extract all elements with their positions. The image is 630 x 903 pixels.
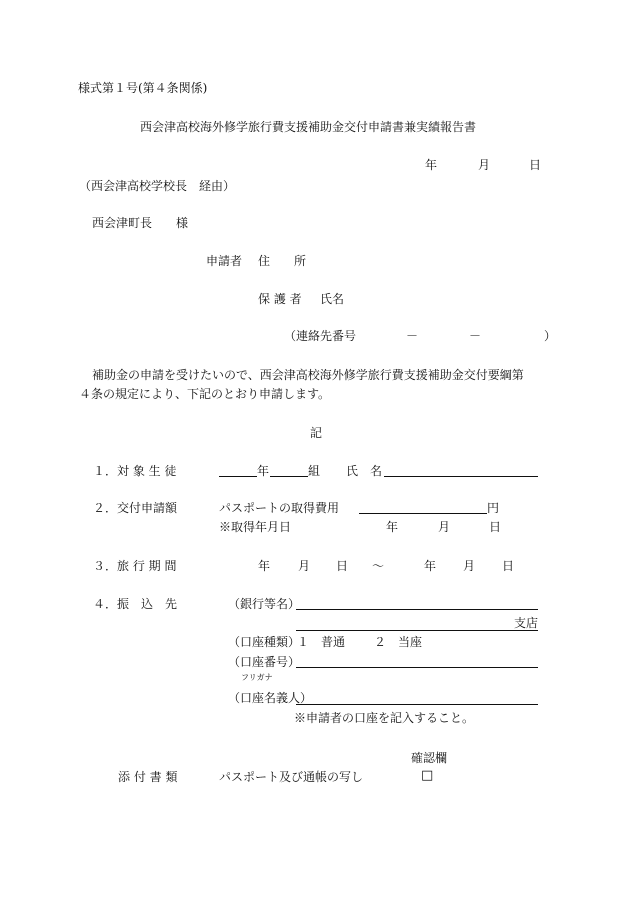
passport-cost-line [359, 513, 487, 514]
account-type-current: ２ 当座 [374, 635, 423, 649]
body-text-line1: 補助金の申請を受けたいので、西会津高校海外修学旅行費支援補助金交付要綱第 [92, 368, 524, 382]
acquired-day: 日 [489, 520, 502, 534]
student-label: １．対 象 生 徒 [93, 464, 177, 478]
addressee: 西会津町長 様 [92, 216, 189, 230]
date-day: 日 [529, 158, 542, 172]
contact-open: （連絡先番号 [284, 329, 357, 343]
period-day-1: 日 [336, 559, 349, 573]
acquired-year: 年 [386, 520, 399, 534]
attachments-label: 添 付 書 類 [118, 770, 178, 784]
account-holder-line [296, 704, 538, 705]
contact-close: ） [544, 329, 557, 343]
guardian-label: 保 護 者 [258, 292, 302, 306]
account-number-line [296, 667, 538, 668]
contact-dash-2: － [469, 329, 482, 343]
date-year: 年 [425, 158, 438, 172]
branch-label: 支店 [514, 616, 539, 630]
student-name-line [384, 476, 538, 477]
account-holder-label: （口座名義人） [228, 691, 313, 705]
attachments-value: パスポート及び通帳の写し [219, 770, 364, 784]
name-label: 氏名 [320, 292, 345, 306]
period-day-2: 日 [502, 559, 515, 573]
passport-cost-label: パスポートの取得費用 [219, 501, 340, 515]
student-class-line [270, 476, 308, 477]
period-label: ３．旅 行 期 間 [93, 559, 177, 573]
account-number-label: （口座番号） [228, 655, 301, 669]
period-month-1: 月 [298, 559, 311, 573]
student-year-label: 年 [257, 464, 270, 478]
yen-label: 円 [487, 501, 500, 515]
bank-name-label: （銀行等名） [228, 597, 301, 611]
ki-heading: 記 [310, 426, 323, 440]
period-tilde: ～ [372, 559, 385, 573]
address-label: 住 所 [258, 254, 307, 268]
via-principal: （西会津高校学校長 経由） [79, 179, 236, 193]
contact-dash-1: － [406, 329, 419, 343]
amount-label: ２．交付申請額 [93, 501, 178, 515]
body-text-line2: ４条の規定により、下記のとおり申請します。 [79, 387, 331, 401]
account-note: ※申請者の口座を記入すること。 [294, 711, 475, 725]
form-number: 様式第１号(第４条関係) [78, 81, 208, 95]
acquired-date-label: ※取得年月日 [219, 520, 292, 534]
student-year-line [219, 476, 257, 477]
confirm-header: 確認欄 [411, 751, 448, 765]
transfer-label: ４．振 込 先 [93, 597, 178, 611]
account-type-label: （口座種類） [228, 635, 301, 649]
date-month: 月 [478, 158, 491, 172]
student-name-label: 氏 名 [346, 464, 383, 478]
acquired-month: 月 [438, 520, 451, 534]
confirm-checkbox[interactable]: □ [421, 768, 434, 783]
applicant-label: 申請者 [206, 254, 243, 268]
account-type-ordinary: １ 普通 [297, 635, 346, 649]
branch-line [296, 630, 538, 631]
document-title: 西会津高校海外修学旅行費支援補助金交付申請書兼実績報告書 [140, 120, 477, 134]
period-month-2: 月 [463, 559, 476, 573]
student-class-label: 組 [308, 464, 321, 478]
furigana-label: フリガナ [241, 673, 273, 682]
period-year-2: 年 [424, 559, 437, 573]
bank-name-line [296, 609, 538, 610]
period-year-1: 年 [258, 559, 271, 573]
